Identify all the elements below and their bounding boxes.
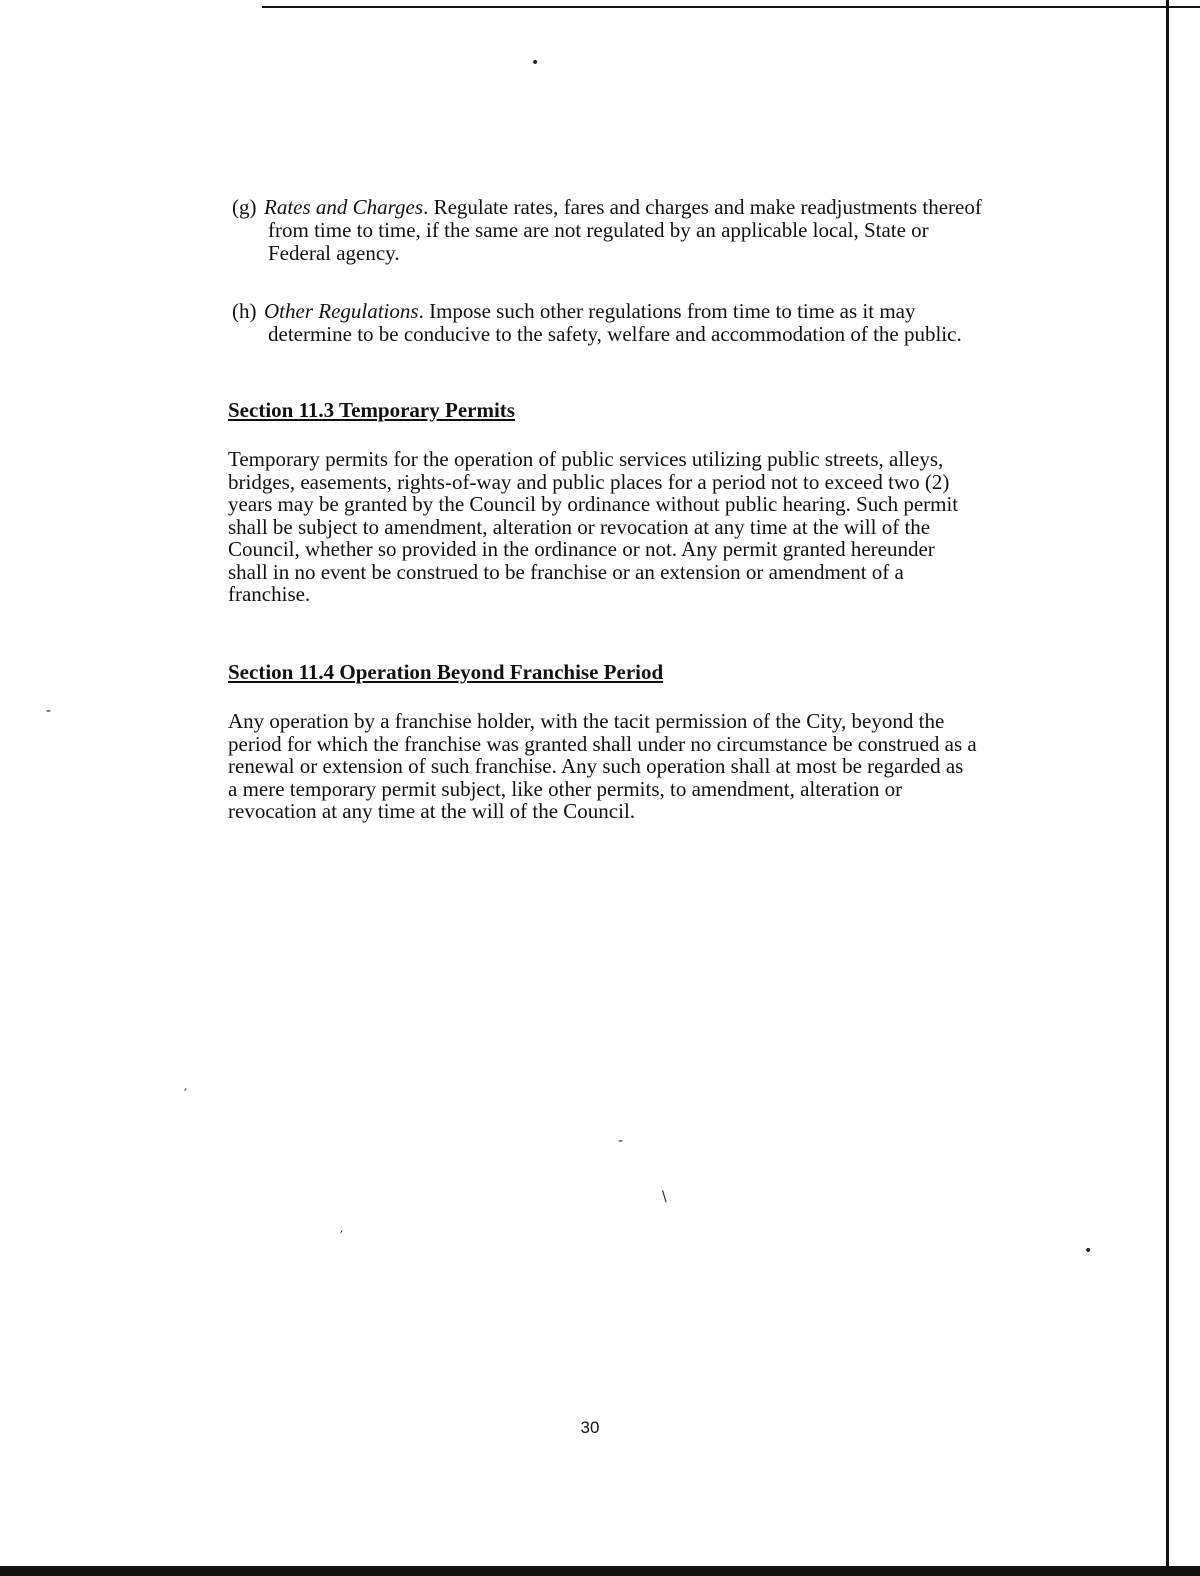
paragraph-line: shall in no event be construed to be franchise or an extension or amendment of a [228,559,904,584]
scan-border-top [262,6,1200,8]
paragraph-line: franchise. [228,582,311,606]
scan-speck: - [618,1133,624,1149]
paragraph-line: Council, whether so provided in the ordinance or not. Any permit granted hereunder [228,537,935,561]
item-text-line: from time to time, if the same are not regulated by an applicable local, State or [268,218,929,242]
paragraph-line: renewal or extension of such franchise. Any such operation shall at most be regarded as [228,754,964,778]
paragraph-line: Temporary permits for the operation of public services utilizing public streets, alleys, [228,447,944,471]
item-label: Other Regulations [264,299,419,323]
item-text-line: Impose such other regulations from time to time as it may [429,299,916,323]
scan-speck: • [1084,1243,1093,1259]
paragraph-line: revocation at any time at the will of the Council. [228,799,636,823]
item-marker: (h) [232,299,257,323]
scan-speck: \ [662,1189,667,1205]
scan-border-bottom [0,1566,1200,1576]
scan-speck: • [531,55,540,71]
list-item-g: (g) Rates and Charges. Regulate rates, fares and charges and make readjustments thereof from time to time, if the same are not regulated by an applicable local, State or Federal agency. [232,196,1062,265]
scan-speck: - [46,703,52,719]
section-paragraph [228,710,1040,823]
section-heading: Section 11.3 Temporary Permits [228,398,515,422]
section-heading: Section 11.4 Operation Beyond Franchise Period [228,660,664,684]
item-text-line: Federal agency. [268,241,400,265]
item-label: Rates and Charges [264,195,424,219]
paragraph-line: shall be subject to amendment, alteration or revocation at any time at the will of the [228,514,931,539]
paragraph-line: period for which the franchise was granted shall under no circumstance be construed as a [228,731,977,756]
scan-speck: ′ [184,1087,188,1103]
item-text-line: Regulate rates, fares and charges and make readjustments thereof [433,195,982,219]
section-paragraph [228,448,1040,606]
paragraph-line: years may be granted by the Council by ordinance without public hearing. Such permit [228,492,959,516]
scan-speck: ′ [340,1229,344,1245]
page-number: 30 [580,1418,600,1437]
paragraph-line: a mere temporary permit subject, like other permits, to amendment, alteration or [228,776,903,801]
list-item-h: (h) Other Regulations. Impose such other regulations from time to time as it may determine to be conducive to the safety, welfare and accommodation of the public. [232,300,1062,346]
paragraph-line: bridges, easements, rights-of-way and public places for a period not to exceed two (2) [228,469,950,494]
item-text-line: determine to be conducive to the safety, welfare and accommodation of the public. [268,322,962,346]
scan-border-right [1166,0,1169,1576]
item-marker: (g) [232,195,257,219]
paragraph-line: Any operation by a franchise holder, with the tacit permission of the City, beyond the [228,709,945,733]
